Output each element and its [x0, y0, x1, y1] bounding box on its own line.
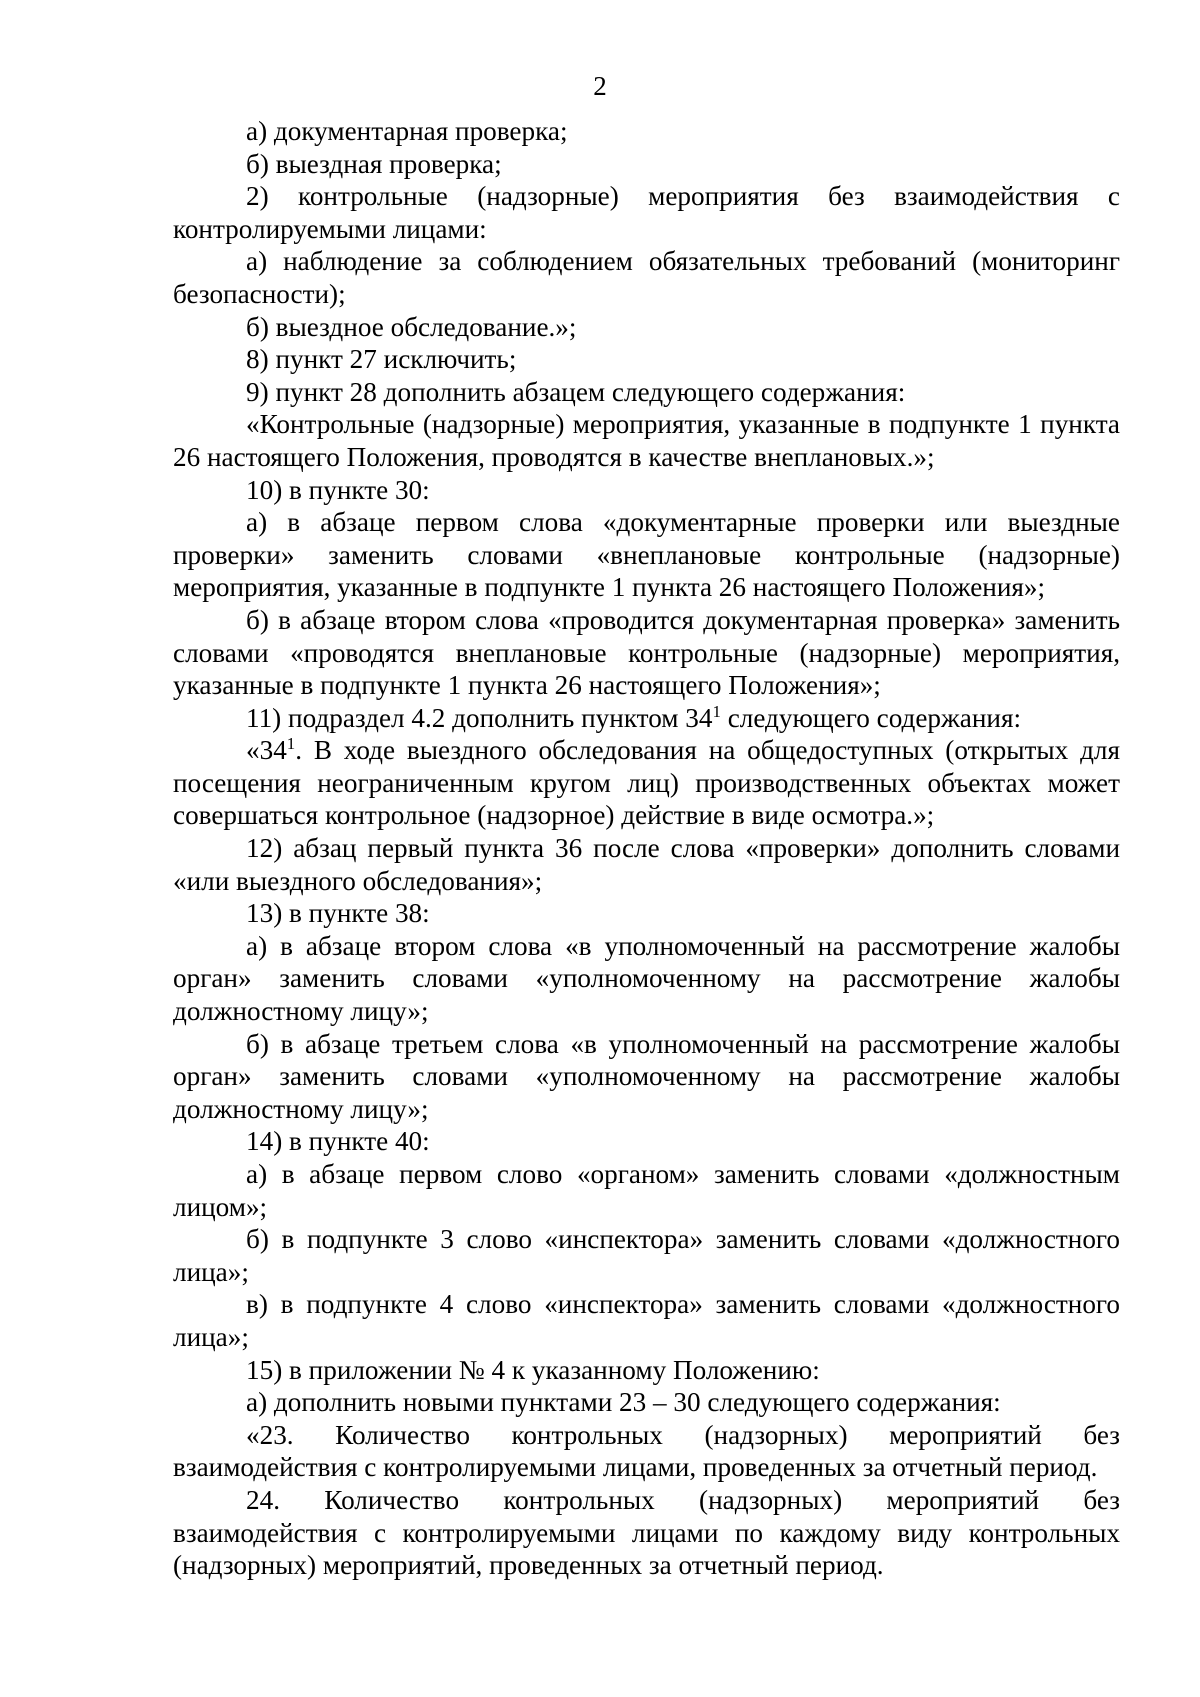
paragraph-14-a: а) в абзаце первом слово «органом» заменить словами «должностным лицом»; [173, 1159, 1120, 1222]
paragraph-a-documentary-inspection: а) документарная проверка; [246, 116, 568, 146]
paragraph-b-onsite-survey: б) выездное обследование.»; [246, 311, 577, 342]
paragraph-23-quote: «23. Количество контрольных (надзорных) мероприятий без взаимодействия с контролируемыми лицами, проведенных за отчетный период. [173, 1419, 1120, 1483]
paragraph-34-1-text-before: «34 [246, 735, 287, 766]
paragraph-12: 12) абзац первый пункта 36 после слова «проверки» дополнить словами «или выездного обследования»; [173, 833, 1120, 896]
paragraph-2-measures-without-interaction: 2) контрольные (надзорные) мероприятия без взаимодействия с контролируемыми лицами: [173, 181, 1120, 244]
document-body [173, 115, 1120, 1582]
paragraph-34-1-quote [173, 734, 1120, 832]
paragraph-14-v: в) в подпункте 4 слово «инспектора» заменить словами «должностного лица»; [173, 1289, 1120, 1352]
paragraph-14-b: б) в подпункте 3 слово «инспектора» заменить словами «должностного лица»; [173, 1224, 1120, 1287]
paragraph-15: 15) в приложении № 4 к указанному Положению: [246, 1354, 820, 1385]
paragraph-13-b: б) в абзаце третьем слова «в уполномоченный на рассмотрение жалобы орган» заменить словами «уполномоченному на рассмотрение жалобы должностному лицу»; [173, 1028, 1120, 1124]
paragraph-15-a: а) дополнить новыми пунктами 23 – 30 следующего содержания: [246, 1387, 1001, 1418]
paragraph-13-a: а) в абзаце втором слова «в уполномоченный на рассмотрение жалобы орган» заменить словами «уполномоченному на рассмотрение жалобы должностному лицу»; [173, 930, 1120, 1027]
paragraph-11-text-after: следующего содержания: [720, 702, 1022, 733]
paragraph-10-a: а) в абзаце первом слова «документарные проверки или выездные проверки» заменить словами «внеплановые контрольные (надзорные) мероприятия, указанные в подпункте 1 пункта 26 настоящего Положения»; [173, 507, 1120, 603]
paragraph-34-1-superscript: 1 [286, 734, 296, 754]
paragraph-24: 24. Количество контрольных (надзорных) мероприятий без взаимодействия с контролируемыми лицами по каждому виду контрольных (надзорных) мероприятий, проведенных за отчетный период. [173, 1484, 1120, 1581]
page-number: 2 [593, 71, 607, 101]
paragraph-9: 9) пункт 28 дополнить абзацем следующего содержания: [246, 376, 906, 407]
paragraph-11-text-before: 11) подраздел 4.2 дополнить пунктом 34 [246, 702, 713, 733]
paragraph-9-quote: «Контрольные (надзорные) мероприятия, указанные в подпункте 1 пункта 26 настоящего Положения, проводятся в качестве внеплановых.»; [173, 409, 1120, 472]
paragraph-14: 14) в пункте 40: [246, 1126, 430, 1157]
paragraph-34-1-text-after: . В ходе выездного обследования на общедоступных (открытых для посещения неограниченным кругом лиц) производственных объектах может совершаться контрольное (надзорное) действие в виде осмотра.»; [173, 735, 1120, 831]
paragraph-11 [173, 702, 1120, 735]
paragraph-11-superscript: 1 [712, 701, 721, 721]
paragraph-13: 13) в пункте 38: [246, 898, 430, 929]
paragraph-10-b: б) в абзаце втором слова «проводится документарная проверка» заменить словами «проводятся внеплановые контрольные (надзорные) мероприятия, указанные в подпункте 1 пункта 26 настоящего Положения»; [173, 604, 1120, 701]
paragraph-8: 8) пункт 27 исключить; [246, 344, 517, 375]
paragraph-b-onsite-inspection: б) выездная проверка; [246, 148, 502, 179]
paragraph-10: 10) в пункте 30: [246, 474, 430, 505]
paragraph-a-monitoring: а) наблюдение за соблюдением обязательных требований (мониторинг безопасности); [173, 246, 1120, 309]
